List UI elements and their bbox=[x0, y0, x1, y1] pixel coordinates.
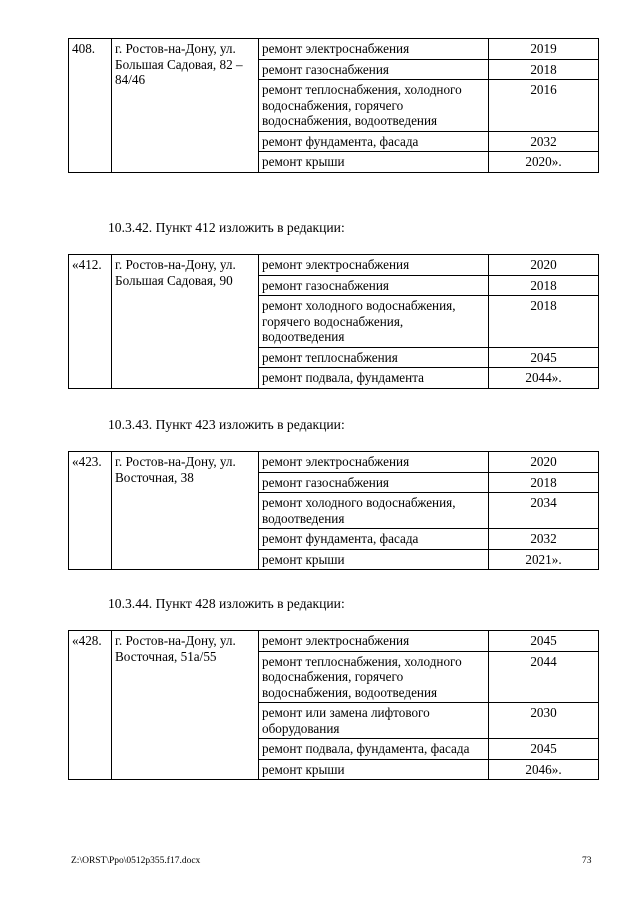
table-row bbox=[69, 255, 599, 276]
work-type: ремонт крыши bbox=[259, 549, 489, 570]
footer-file-path: Z:\ORST\Ppo\0512p355.f17.docx bbox=[71, 856, 201, 866]
work-year: 2020 bbox=[489, 255, 599, 276]
works-table-428 bbox=[68, 630, 599, 780]
work-type: ремонт холодного водоснабжения, горячего водоснабжения, водоотведения bbox=[259, 296, 489, 348]
work-year: 2018 bbox=[489, 59, 599, 80]
work-type: ремонт или замена лифтового оборудования bbox=[259, 703, 489, 739]
work-year: 2016 bbox=[489, 80, 599, 132]
work-year: 2044». bbox=[489, 368, 599, 389]
work-type: ремонт подвала, фундамента bbox=[259, 368, 489, 389]
work-type: ремонт газоснабжения bbox=[259, 472, 489, 493]
works-table-408 bbox=[68, 38, 599, 173]
page-number: 73 bbox=[582, 856, 592, 866]
item-address: г. Ростов-на-Дону, ул. Большая Садовая, 90 bbox=[112, 255, 259, 389]
item-number: 408. bbox=[69, 39, 112, 173]
work-type: ремонт теплоснабжения, холодного водоснабжения, горячего водоснабжения, водоотведения bbox=[259, 651, 489, 703]
item-address: г. Ростов-на-Дону, ул. Восточная, 51а/55 bbox=[112, 631, 259, 780]
work-type: ремонт теплоснабжения, холодного водоснабжения, горячего водоснабжения, водоотведения bbox=[259, 80, 489, 132]
item-number: «423. bbox=[69, 452, 112, 570]
work-type: ремонт подвала, фундамента, фасада bbox=[259, 739, 489, 760]
item-address: г. Ростов-на-Дону, ул. Большая Садовая, 82 – 84/46 bbox=[112, 39, 259, 173]
work-year: 2019 bbox=[489, 39, 599, 60]
works-table-423 bbox=[68, 451, 599, 570]
item-number: «428. bbox=[69, 631, 112, 780]
work-type: ремонт электроснабжения bbox=[259, 452, 489, 473]
work-year: 2044 bbox=[489, 651, 599, 703]
works-table-412 bbox=[68, 254, 599, 389]
section-heading: 10.3.43. Пункт 423 изложить в редакции: bbox=[108, 417, 345, 432]
work-year: 2045 bbox=[489, 631, 599, 652]
table-row bbox=[69, 39, 599, 60]
section-heading: 10.3.42. Пункт 412 изложить в редакции: bbox=[108, 220, 345, 235]
work-type: ремонт электроснабжения bbox=[259, 631, 489, 652]
work-type: ремонт газоснабжения bbox=[259, 275, 489, 296]
section-heading: 10.3.44. Пункт 428 изложить в редакции: bbox=[108, 596, 345, 611]
work-type: ремонт крыши bbox=[259, 759, 489, 780]
work-type: ремонт теплоснабжения bbox=[259, 347, 489, 368]
work-year: 2018 bbox=[489, 275, 599, 296]
work-year: 2045 bbox=[489, 739, 599, 760]
item-address: г. Ростов-на-Дону, ул. Восточная, 38 bbox=[112, 452, 259, 570]
work-type: ремонт фундамента, фасада bbox=[259, 131, 489, 152]
work-type: ремонт холодного водоснабжения, водоотведения bbox=[259, 493, 489, 529]
work-type: ремонт электроснабжения bbox=[259, 39, 489, 60]
work-year: 2046». bbox=[489, 759, 599, 780]
work-year: 2021». bbox=[489, 549, 599, 570]
work-year: 2034 bbox=[489, 493, 599, 529]
work-year: 2032 bbox=[489, 529, 599, 550]
work-type: ремонт электроснабжения bbox=[259, 255, 489, 276]
work-year: 2018 bbox=[489, 296, 599, 348]
table-row bbox=[69, 452, 599, 473]
work-type: ремонт крыши bbox=[259, 152, 489, 173]
work-year: 2020». bbox=[489, 152, 599, 173]
work-year: 2045 bbox=[489, 347, 599, 368]
work-year: 2018 bbox=[489, 472, 599, 493]
item-number: «412. bbox=[69, 255, 112, 389]
work-type: ремонт газоснабжения bbox=[259, 59, 489, 80]
work-year: 2020 bbox=[489, 452, 599, 473]
work-year: 2030 bbox=[489, 703, 599, 739]
work-year: 2032 bbox=[489, 131, 599, 152]
table-row bbox=[69, 631, 599, 652]
work-type: ремонт фундамента, фасада bbox=[259, 529, 489, 550]
